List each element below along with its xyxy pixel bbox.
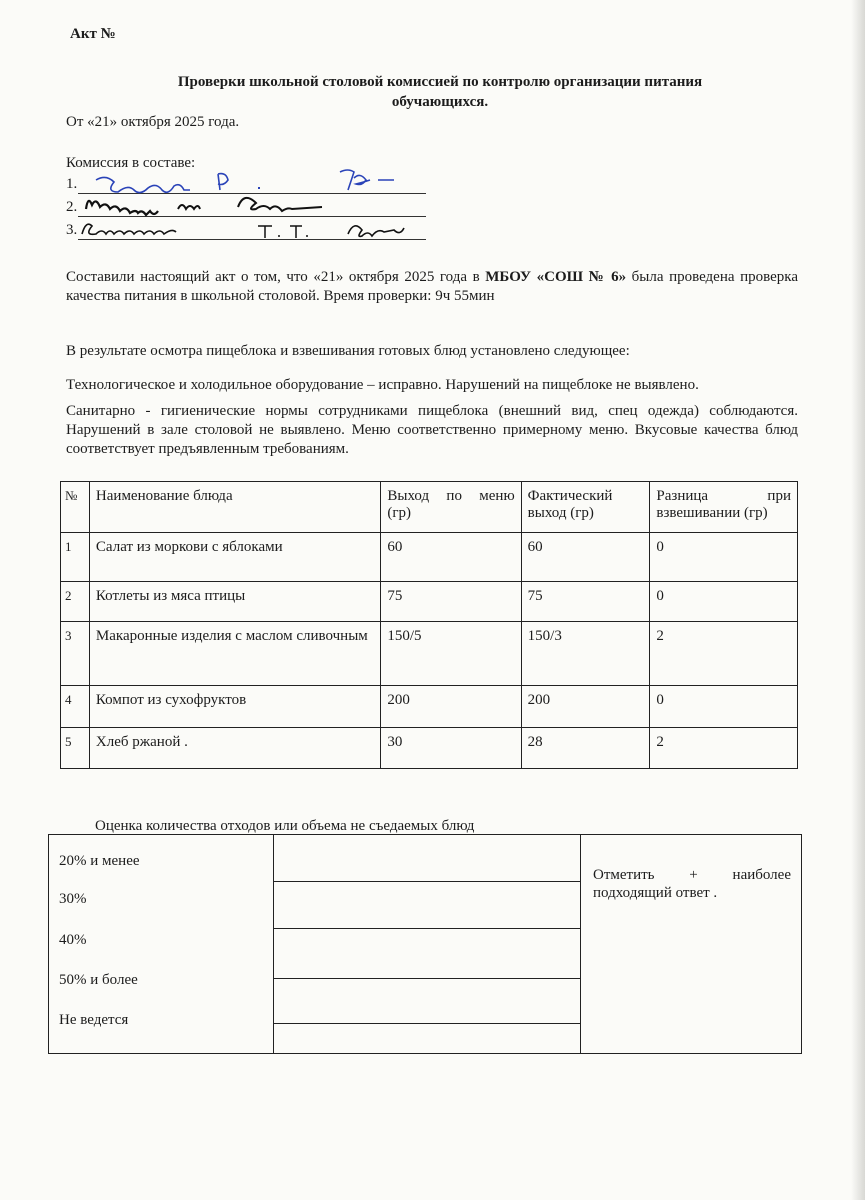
menu-output: 75	[381, 582, 521, 622]
document-title	[120, 72, 760, 112]
weight-difference: 2	[650, 728, 798, 769]
actual-output: 28	[521, 728, 650, 769]
row-number: 4	[61, 686, 90, 728]
waste-option: 40%	[59, 932, 87, 948]
table-row	[61, 686, 798, 728]
dish-name: Макаронные изделия с маслом сливочным	[89, 622, 380, 686]
waste-options-column	[49, 835, 274, 1053]
member-number: 1.	[66, 176, 78, 192]
header-number: №	[61, 482, 90, 533]
intro-paragraph	[66, 268, 798, 306]
header-weight-difference: Разница при взвешивании (гр)	[650, 482, 798, 533]
dish-name: Котлеты из мяса птицы	[89, 582, 380, 622]
dish-name: Компот из сухофруктов	[89, 686, 380, 728]
member-number: 3.	[66, 222, 78, 238]
actual-output: 200	[521, 686, 650, 728]
waste-mark-column	[274, 835, 581, 1053]
scan-edge-shadow	[851, 0, 865, 1200]
actual-output: 60	[521, 533, 650, 582]
mark-cell-divider	[274, 978, 580, 979]
actual-output: 75	[521, 582, 650, 622]
row-number: 3	[61, 622, 90, 686]
menu-output: 30	[381, 728, 521, 769]
waste-option: Не ведется	[59, 1012, 129, 1028]
mark-cell-divider	[274, 881, 580, 882]
commission-label: Комиссия в составе:	[66, 155, 196, 171]
menu-output: 150/5	[381, 622, 521, 686]
menu-output: 60	[381, 533, 521, 582]
weight-difference: 0	[650, 533, 798, 582]
header-dish-name: Наименование блюда	[89, 482, 380, 533]
act-date: От «21» октября 2025 года.	[66, 114, 240, 130]
title-line-1: Проверки школьной столовой комиссией по контролю организации питания	[177, 74, 703, 90]
sanitary-paragraph: Санитарно - гигиенические нормы сотрудниками пищеблока (внешний вид, спец одежда) соблюдаются. Нарушений в зале столовой не выявлено. Меню соответственно примерному меню. Вкусовые качества блюд соответствует предъявленным требованиям.	[66, 403, 798, 457]
weight-difference: 2	[650, 622, 798, 686]
inspection-result-paragraph: В результате осмотра пищеблока и взвешивания готовых блюд установлено следующее:	[66, 343, 630, 359]
menu-output: 200	[381, 686, 521, 728]
waste-option: 30%	[59, 891, 87, 907]
row-number: 5	[61, 728, 90, 769]
dishes-table	[60, 481, 798, 769]
act-label: Акт №	[70, 26, 116, 42]
table-header-row	[61, 482, 798, 533]
instruction-line-2: подходящий ответ .	[593, 885, 718, 901]
waste-instruction-column	[581, 835, 801, 1053]
weight-difference: 0	[650, 686, 798, 728]
school-name: МБОУ «СОШ № 6»	[485, 269, 627, 285]
dish-name: Салат из моркови с яблоками	[89, 533, 380, 582]
member-number: 2.	[66, 199, 78, 215]
dish-name: Хлеб ржаной .	[89, 728, 380, 769]
table-row	[61, 622, 798, 686]
handwritten-signature-3	[78, 214, 418, 248]
mark-cell-divider	[274, 928, 580, 929]
instruction-line-1: Отметить + наиболее	[593, 867, 791, 883]
row-number: 2	[61, 582, 90, 622]
row-number: 1	[61, 533, 90, 582]
intro-text-a: Составили настоящий акт о том, что «21» октября 2025 года в	[66, 269, 486, 285]
actual-output: 150/3	[521, 622, 650, 686]
header-actual-output: Фактический выход (гр)	[521, 482, 650, 533]
table-row	[61, 582, 798, 622]
waste-option: 20% и менее	[59, 853, 140, 869]
header-menu-output: Выход по меню (гр)	[381, 482, 521, 533]
table-row	[61, 728, 798, 769]
equipment-paragraph: Технологическое и холодильное оборудование – исправно. Нарушений на пищеблоке не выявлено.	[66, 377, 699, 393]
intro-text-b: была проведена проверка качества питания в школьной столовой. Время проверки: 9ч 55мин	[66, 269, 798, 304]
mark-cell-divider	[274, 1023, 580, 1024]
waste-option: 50% и более	[59, 972, 138, 988]
table-row	[61, 533, 798, 582]
waste-assessment-table	[48, 834, 802, 1054]
commission-member-3	[66, 222, 426, 244]
waste-table-title: Оценка количества отходов или объема не съедаемых блюд	[95, 818, 475, 834]
weight-difference: 0	[650, 582, 798, 622]
title-line-2: обучающихся.	[391, 94, 489, 110]
